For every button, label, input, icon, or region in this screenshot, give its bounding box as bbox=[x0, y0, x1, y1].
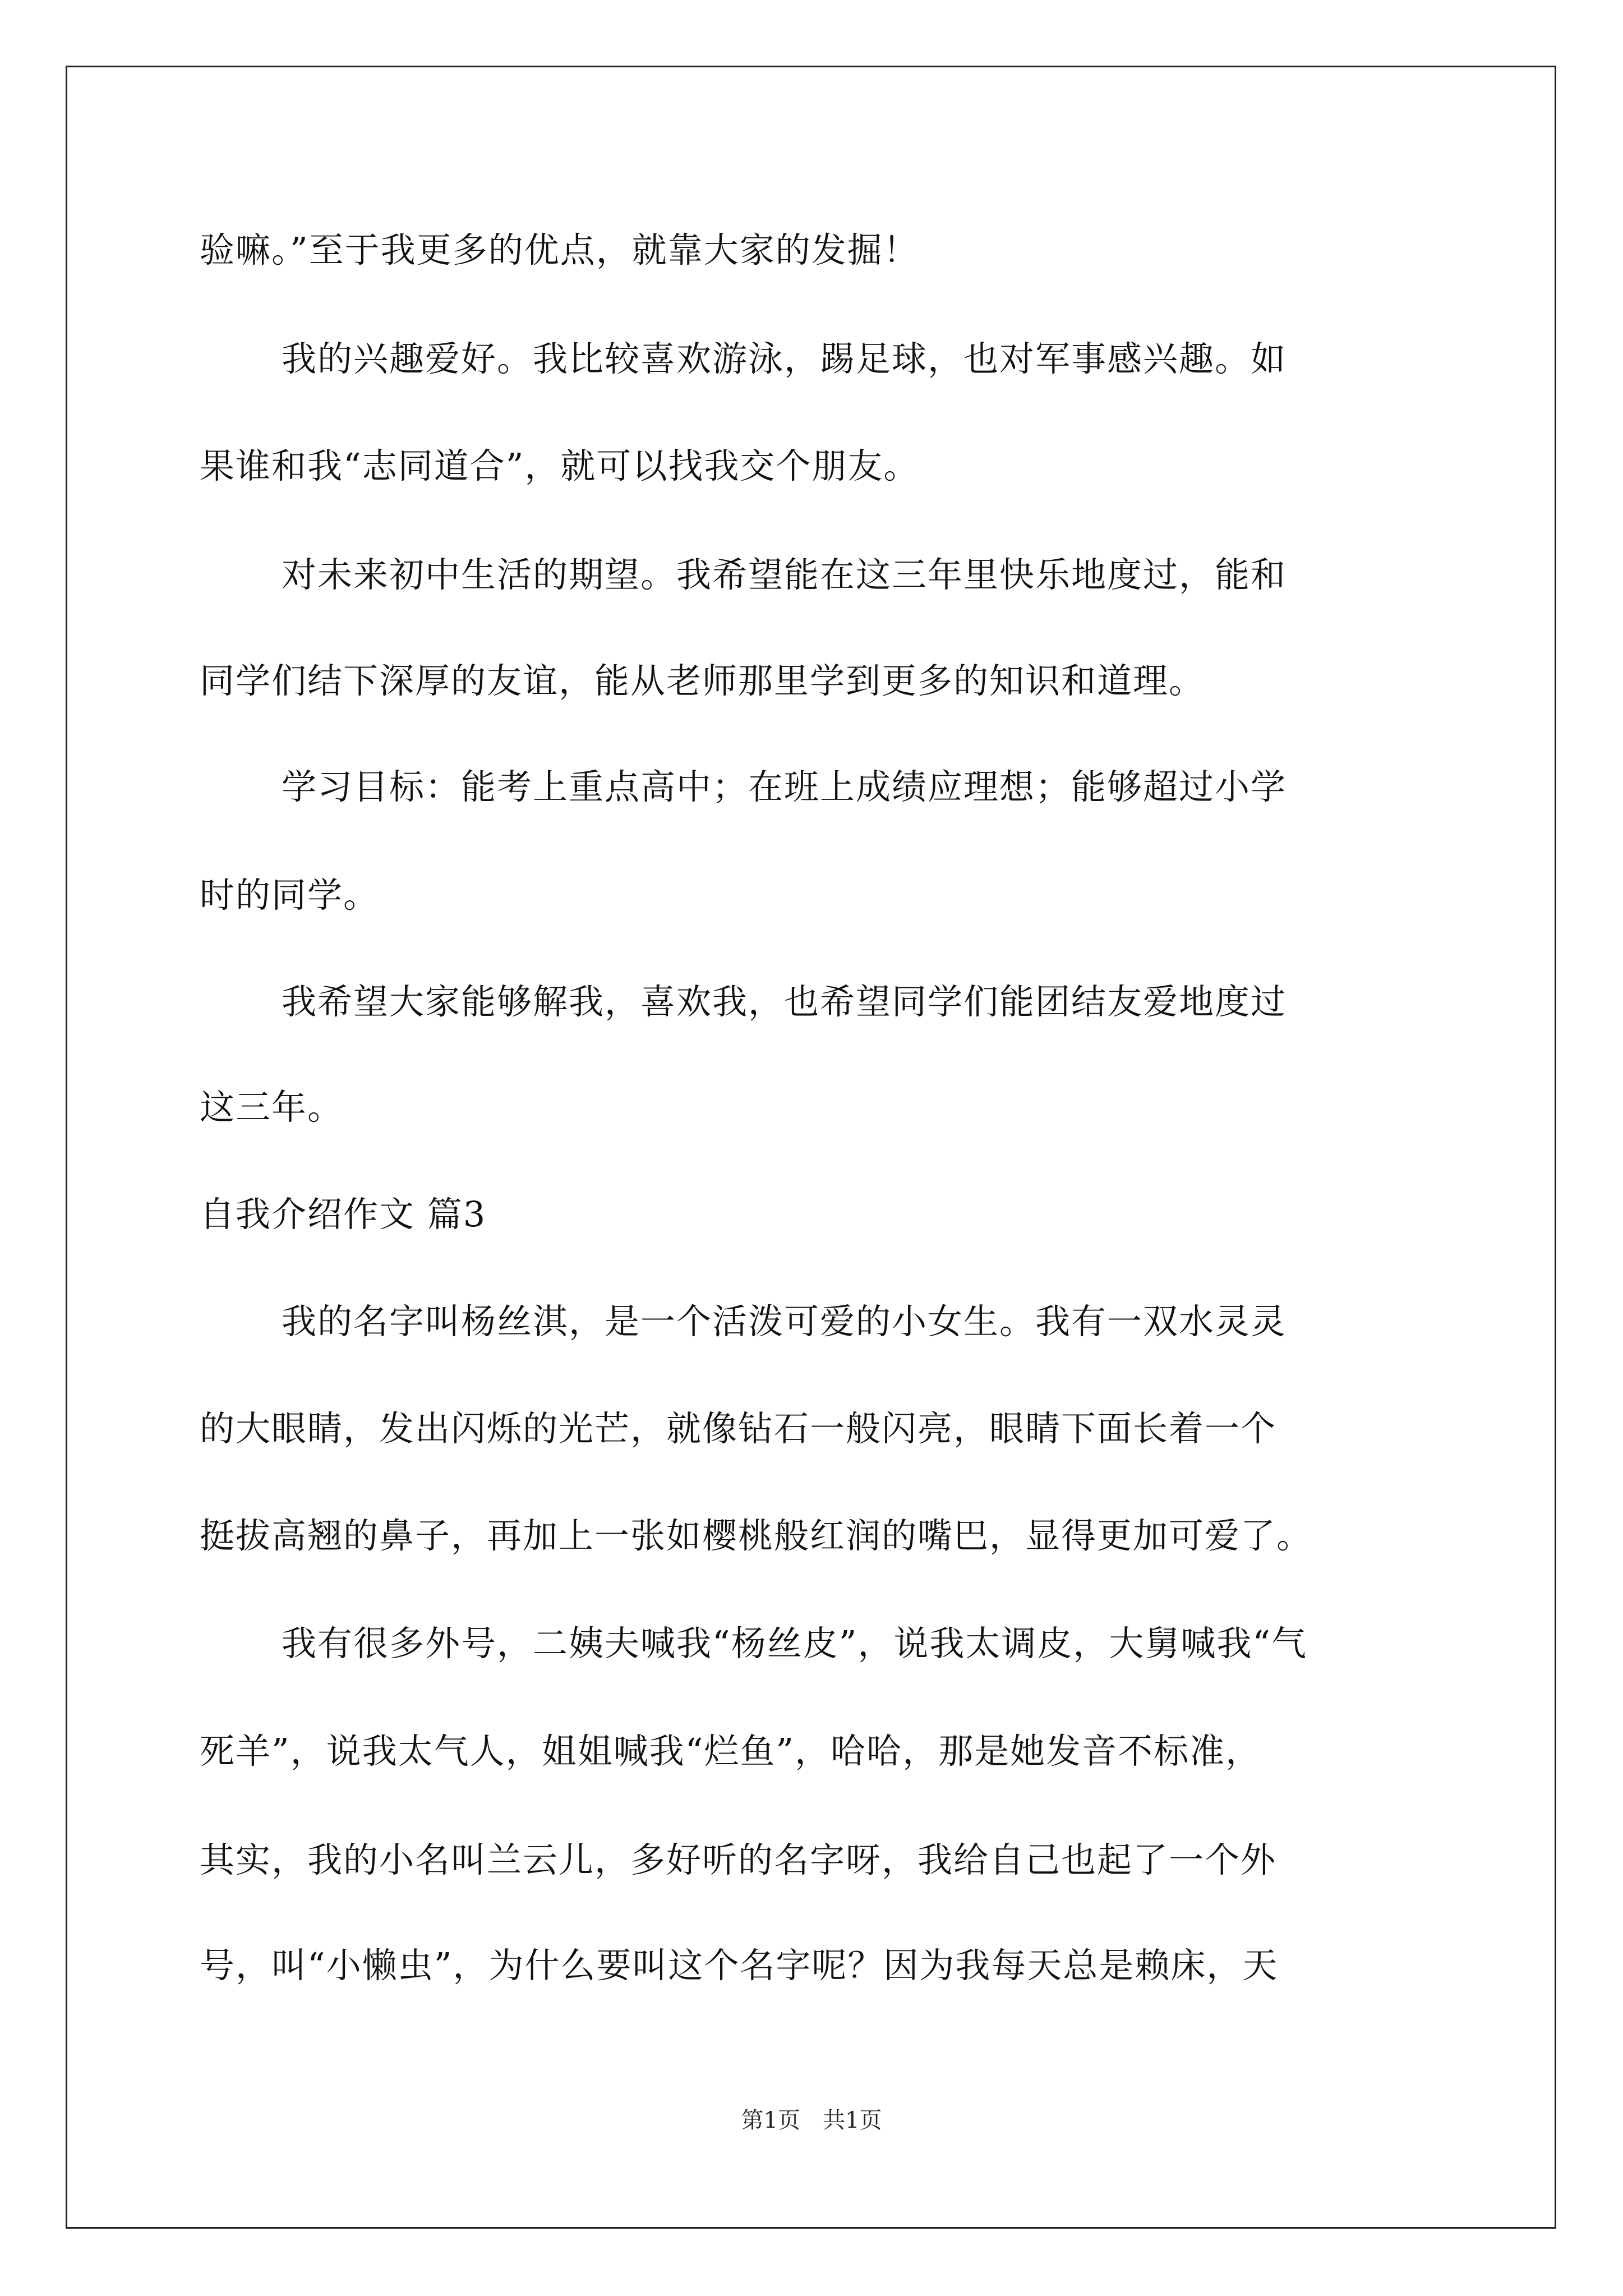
paragraph-line: 时的同学。 bbox=[200, 875, 380, 915]
paragraph-line: 对未来初中生活的期望。我希望能在这三年里快乐地度过，能和 bbox=[282, 554, 1287, 595]
page-number-footer: 第1页 共1页 bbox=[741, 2108, 882, 2133]
paragraph-line: 同学们结下深厚的友谊，能从老师那里学到更多的知识和道理。 bbox=[200, 660, 1205, 701]
paragraph-line: 我的名字叫杨丝淇，是一个活泼可爱的小女生。我有一双水灵灵 bbox=[282, 1301, 1287, 1342]
paragraph-line: 挺拔高翘的鼻子，再加上一张如樱桃般红润的嘴巴，显得更加可爱了。 bbox=[200, 1515, 1313, 1556]
paragraph-line: 验嘛。”至于我更多的优点，就靠大家的发掘！ bbox=[200, 229, 919, 270]
paragraph-line: 我希望大家能够解我，喜欢我，也希望同学们能团结友爱地度过 bbox=[282, 981, 1287, 1022]
section-heading: 自我介绍作文 篇3 bbox=[200, 1194, 487, 1235]
paragraph-line: 其实，我的小名叫兰云儿，多好听的名字呀，我给自己也起了一个外 bbox=[200, 1839, 1277, 1880]
paragraph-line: 死羊”，说我太气人，姐姐喊我“烂鱼”，哈哈，那是她发音不标准， bbox=[200, 1731, 1262, 1772]
paragraph-line: 的大眼睛，发出闪烁的光芒，就像钻石一般闪亮，眼睛下面长着一个 bbox=[200, 1408, 1277, 1449]
page-border bbox=[66, 66, 1556, 2229]
paragraph-line: 号，叫“小懒虫”，为什么要叫这个名字呢？因为我每天总是赖床，天 bbox=[200, 1945, 1279, 1986]
paragraph-line: 学习目标：能考上重点高中；在班上成绩应理想；能够超过小学 bbox=[282, 766, 1287, 807]
paragraph-line: 果谁和我“志同道合”，就可以找我交个朋友。 bbox=[200, 445, 920, 486]
paragraph-line: 我的兴趣爱好。我比较喜欢游泳，踢足球，也对军事感兴趣。如 bbox=[282, 338, 1287, 379]
paragraph-line: 我有很多外号，二姨夫喊我“杨丝皮”，说我太调皮，大舅喊我“气 bbox=[282, 1623, 1308, 1664]
paragraph-line: 这三年。 bbox=[200, 1087, 344, 1128]
